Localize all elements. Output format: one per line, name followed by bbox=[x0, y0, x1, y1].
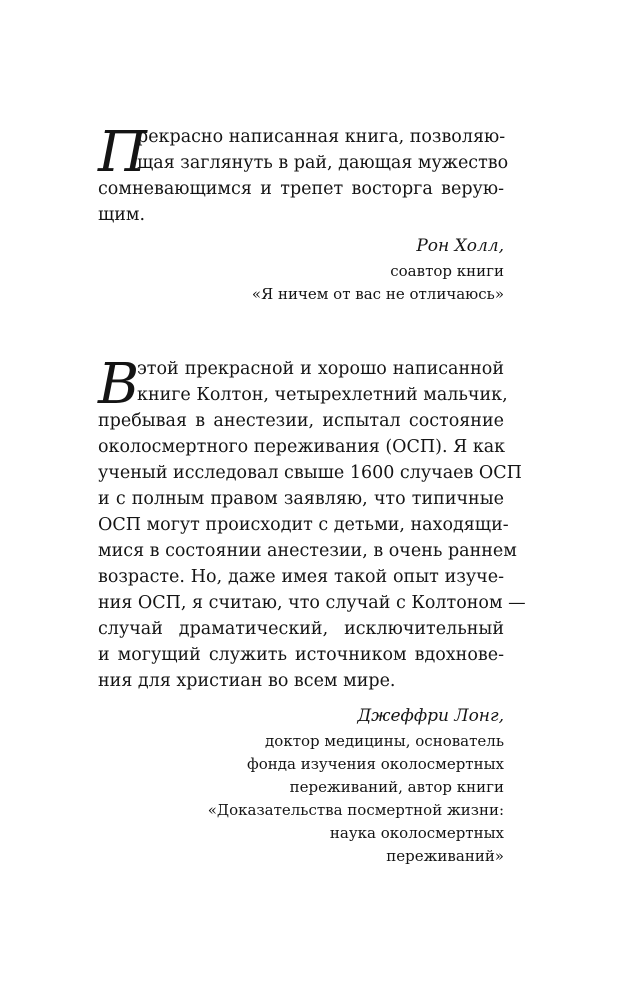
quote-line: ОСП могут происходит с детьми, находящи- bbox=[98, 515, 509, 535]
quote-line: этой прекрасной и хорошо написанной bbox=[137, 359, 504, 379]
quote-line: рекрасно написанная книга, позволяю- bbox=[137, 127, 506, 147]
drop-cap: В bbox=[98, 352, 140, 417]
quote-line: ния для христиан во всем мире. bbox=[98, 671, 396, 691]
quote-line: ния ОСП, я считаю, что случай с Колтоном — bbox=[98, 593, 526, 613]
author-role-line: наука околосмертных bbox=[329, 824, 504, 842]
author-name: Джеффри Лонг, bbox=[357, 706, 504, 726]
drop-cap: П bbox=[98, 120, 147, 185]
attribution-1 bbox=[252, 232, 504, 306]
quote-line: мися в состоянии анестезии, в очень раннем bbox=[98, 541, 517, 561]
author-role-line: доктор медицины, основатель bbox=[265, 732, 504, 750]
quote-line: ученый исследовал свыше 1600 случаев ОСП bbox=[98, 463, 522, 483]
quote-block-2 bbox=[98, 352, 526, 694]
quote-line: щая заглянуть в рай, дающая мужество bbox=[137, 153, 509, 173]
quote-line: сомневающимся и трепет восторга верую- bbox=[98, 179, 504, 199]
quote-line: и могущий служить источником вдохнове- bbox=[98, 645, 504, 665]
quote-line: околосмертного переживания (ОСП). Я как bbox=[98, 437, 506, 457]
author-role-line: переживаний» bbox=[386, 847, 504, 865]
quote-block-1 bbox=[98, 120, 509, 228]
quote-line: возрасте. Но, даже имея такой опыт изуче- bbox=[98, 567, 504, 587]
quote-line: и с полным правом заявляю, что типичные bbox=[98, 489, 504, 509]
author-name: Рон Холл, bbox=[416, 236, 504, 256]
attribution-2 bbox=[208, 702, 504, 868]
author-role-line: фонда изучения околосмертных bbox=[247, 755, 504, 773]
quote-line: щим. bbox=[98, 205, 146, 225]
quote-line: случай драматический, исключительный bbox=[98, 619, 504, 639]
author-role-line: «Я ничем от вас не отличаюсь» bbox=[251, 285, 504, 303]
quote-line: пребывая в анестезии, испытал состояние bbox=[98, 411, 504, 431]
quote-line: книге Колтон, четырехлетний мальчик, bbox=[137, 385, 508, 405]
author-role-line: соавтор книги bbox=[390, 262, 504, 280]
author-role-line: переживаний, автор книги bbox=[289, 778, 504, 796]
author-role-line: «Доказательства посмертной жизни: bbox=[207, 801, 504, 819]
